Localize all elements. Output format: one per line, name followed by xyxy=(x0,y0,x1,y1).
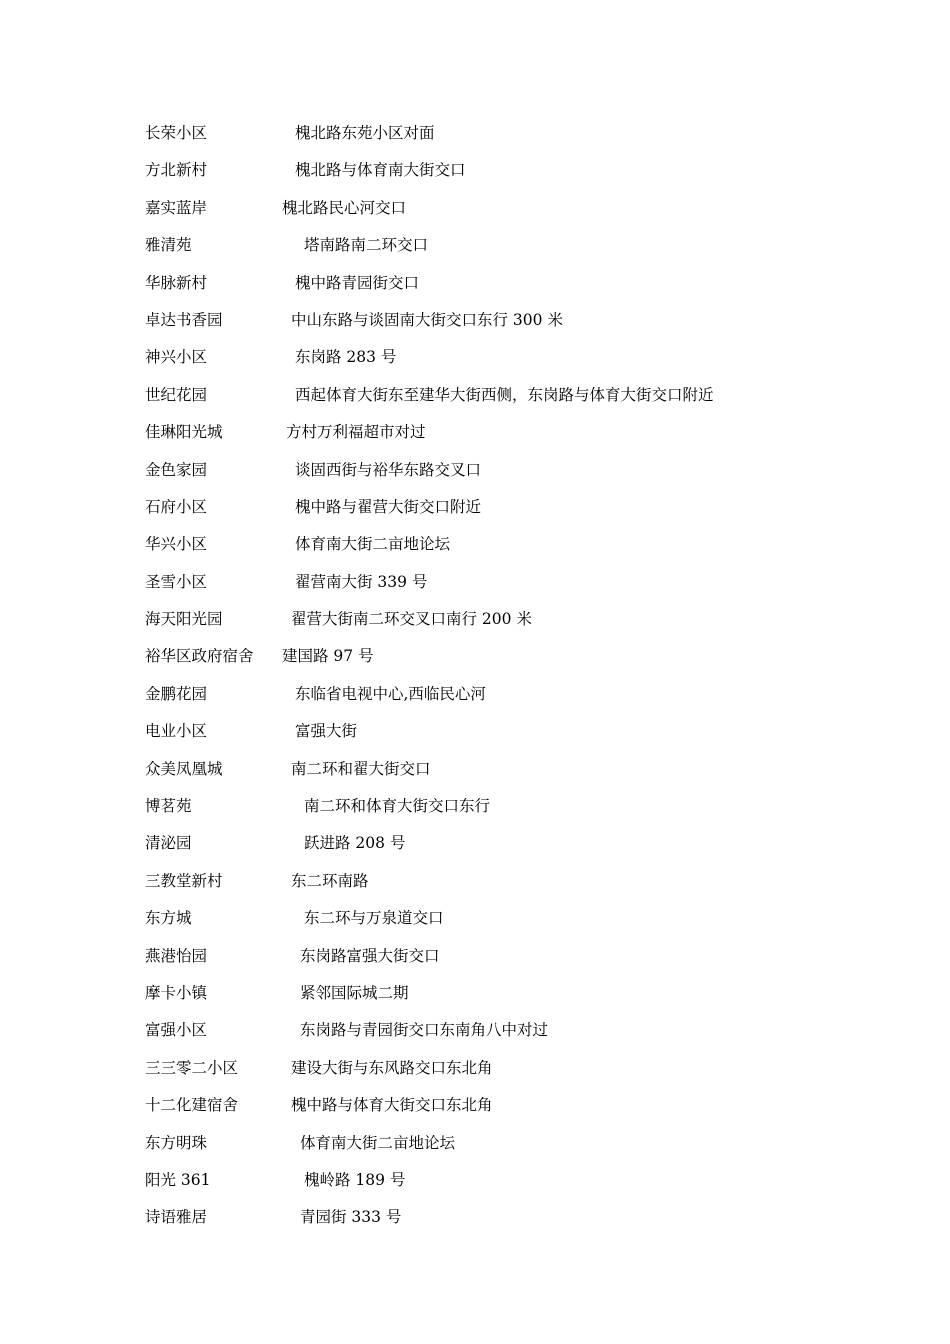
community-name: 卓达书香园 xyxy=(145,310,223,329)
community-name: 雅清苑 xyxy=(145,236,192,255)
list-item xyxy=(145,1094,905,1131)
list-item xyxy=(145,870,905,907)
community-address: 槐北路东苑小区对面 xyxy=(295,124,435,142)
list-item xyxy=(145,720,905,757)
community-name: 东方城 xyxy=(145,909,192,928)
community-address: 槐中路与体育大街交口东北角 xyxy=(291,1096,493,1115)
list-item xyxy=(145,122,905,159)
list-item xyxy=(145,1206,905,1243)
community-name: 诗语雅居 xyxy=(145,1208,208,1227)
list-item xyxy=(145,832,905,869)
community-address: 富强大街 xyxy=(295,722,358,741)
community-name: 三三零二小区 xyxy=(145,1058,239,1077)
list-item xyxy=(145,197,905,234)
community-address: 青园街 333 号 xyxy=(300,1208,402,1227)
community-address: 南二环和翟大街交口 xyxy=(291,759,431,778)
community-name: 电业小区 xyxy=(145,722,208,741)
list-item xyxy=(145,533,905,570)
community-address: 谈固西街与裕华东路交叉口 xyxy=(295,460,482,479)
list-item xyxy=(145,159,905,196)
community-name: 阳光 361 xyxy=(145,1170,211,1189)
community-name: 佳琳阳光城 xyxy=(145,423,223,442)
list-item xyxy=(145,1019,905,1056)
community-address: 建设大街与东风路交口东北角 xyxy=(291,1058,493,1077)
community-name: 金鹏花园 xyxy=(145,684,208,703)
community-address: 中山东路与谈固南大街交口东行 300 米 xyxy=(291,310,563,329)
community-name: 华脉新村 xyxy=(145,273,208,292)
community-address: 东岗路富强大街交口 xyxy=(300,946,440,965)
community-name: 十二化建宿舍 xyxy=(145,1096,239,1115)
community-name: 神兴小区 xyxy=(145,348,208,367)
list-item xyxy=(145,907,905,944)
community-address: 槐岭路 189 号 xyxy=(304,1170,406,1189)
community-name: 众美凤凰城 xyxy=(145,759,223,778)
community-name: 圣雪小区 xyxy=(145,572,208,591)
list-item xyxy=(145,1132,905,1169)
list-item xyxy=(145,795,905,832)
list-item xyxy=(145,982,905,1019)
community-name: 石府小区 xyxy=(145,497,208,516)
community-address: 东岗路与青园街交口东南角八中对过 xyxy=(300,1021,549,1040)
community-address: 紧邻国际城二期 xyxy=(300,983,409,1002)
list-item xyxy=(145,571,905,608)
community-name: 摩卡小镇 xyxy=(145,983,208,1002)
list-item xyxy=(145,421,905,458)
list-item xyxy=(145,234,905,271)
community-address: 翟营南大街 339 号 xyxy=(295,572,428,591)
list-item xyxy=(145,1169,905,1206)
community-name: 海天阳光园 xyxy=(145,610,223,629)
list-item xyxy=(145,1057,905,1094)
community-name: 燕港怡园 xyxy=(145,946,208,965)
list-item xyxy=(145,608,905,645)
community-address: 槐北路与体育南大街交口 xyxy=(295,161,466,180)
community-address: 建国路 97 号 xyxy=(282,647,374,666)
community-name: 富强小区 xyxy=(145,1021,208,1040)
list-item xyxy=(145,683,905,720)
community-address: 东二环南路 xyxy=(291,871,369,890)
list-item xyxy=(145,758,905,795)
community-name: 华兴小区 xyxy=(145,535,208,554)
community-address: 塔南路南二环交口 xyxy=(304,236,429,255)
community-name: 东方明珠 xyxy=(145,1133,208,1152)
community-address: 方村万利福超市对过 xyxy=(286,423,426,442)
list-item xyxy=(145,346,905,383)
list-item xyxy=(145,945,905,982)
community-name: 清泌园 xyxy=(145,834,192,853)
community-address: 体育南大街二亩地论坛 xyxy=(295,535,451,554)
community-address: 槐中路青园街交口 xyxy=(295,273,420,292)
community-name: 裕华区政府宿舍 xyxy=(145,647,254,666)
community-address: 西起体育大街东至建华大街西侧，东岗路与体育大街交口附近 xyxy=(295,385,714,404)
community-address: 槐北路民心河交口 xyxy=(282,198,407,217)
community-address: 东二环与万泉道交口 xyxy=(304,909,444,928)
list-item xyxy=(145,645,905,682)
community-name: 三教堂新村 xyxy=(145,871,223,890)
community-address: 跃进路 208 号 xyxy=(304,834,406,853)
community-name: 长荣小区 xyxy=(145,124,208,142)
list-item xyxy=(145,496,905,533)
community-address: 翟营大街南二环交叉口南行 200 米 xyxy=(291,610,532,629)
residential-area-list xyxy=(145,122,905,1244)
community-address: 南二环和体育大街交口东行 xyxy=(304,797,491,816)
community-name: 博茗苑 xyxy=(145,797,192,816)
community-name: 金色家园 xyxy=(145,460,208,479)
community-address: 槐中路与翟营大街交口附近 xyxy=(295,497,482,516)
list-item xyxy=(145,459,905,496)
list-item xyxy=(145,272,905,309)
community-address: 体育南大街二亩地论坛 xyxy=(300,1133,456,1152)
community-address: 东临省电视中心,西临民心河 xyxy=(295,684,486,703)
community-name: 嘉实蓝岸 xyxy=(145,198,208,217)
community-name: 方北新村 xyxy=(145,161,208,180)
list-item xyxy=(145,309,905,346)
community-name: 世纪花园 xyxy=(145,385,208,404)
community-address: 东岗路 283 号 xyxy=(295,348,397,367)
list-item xyxy=(145,384,905,421)
